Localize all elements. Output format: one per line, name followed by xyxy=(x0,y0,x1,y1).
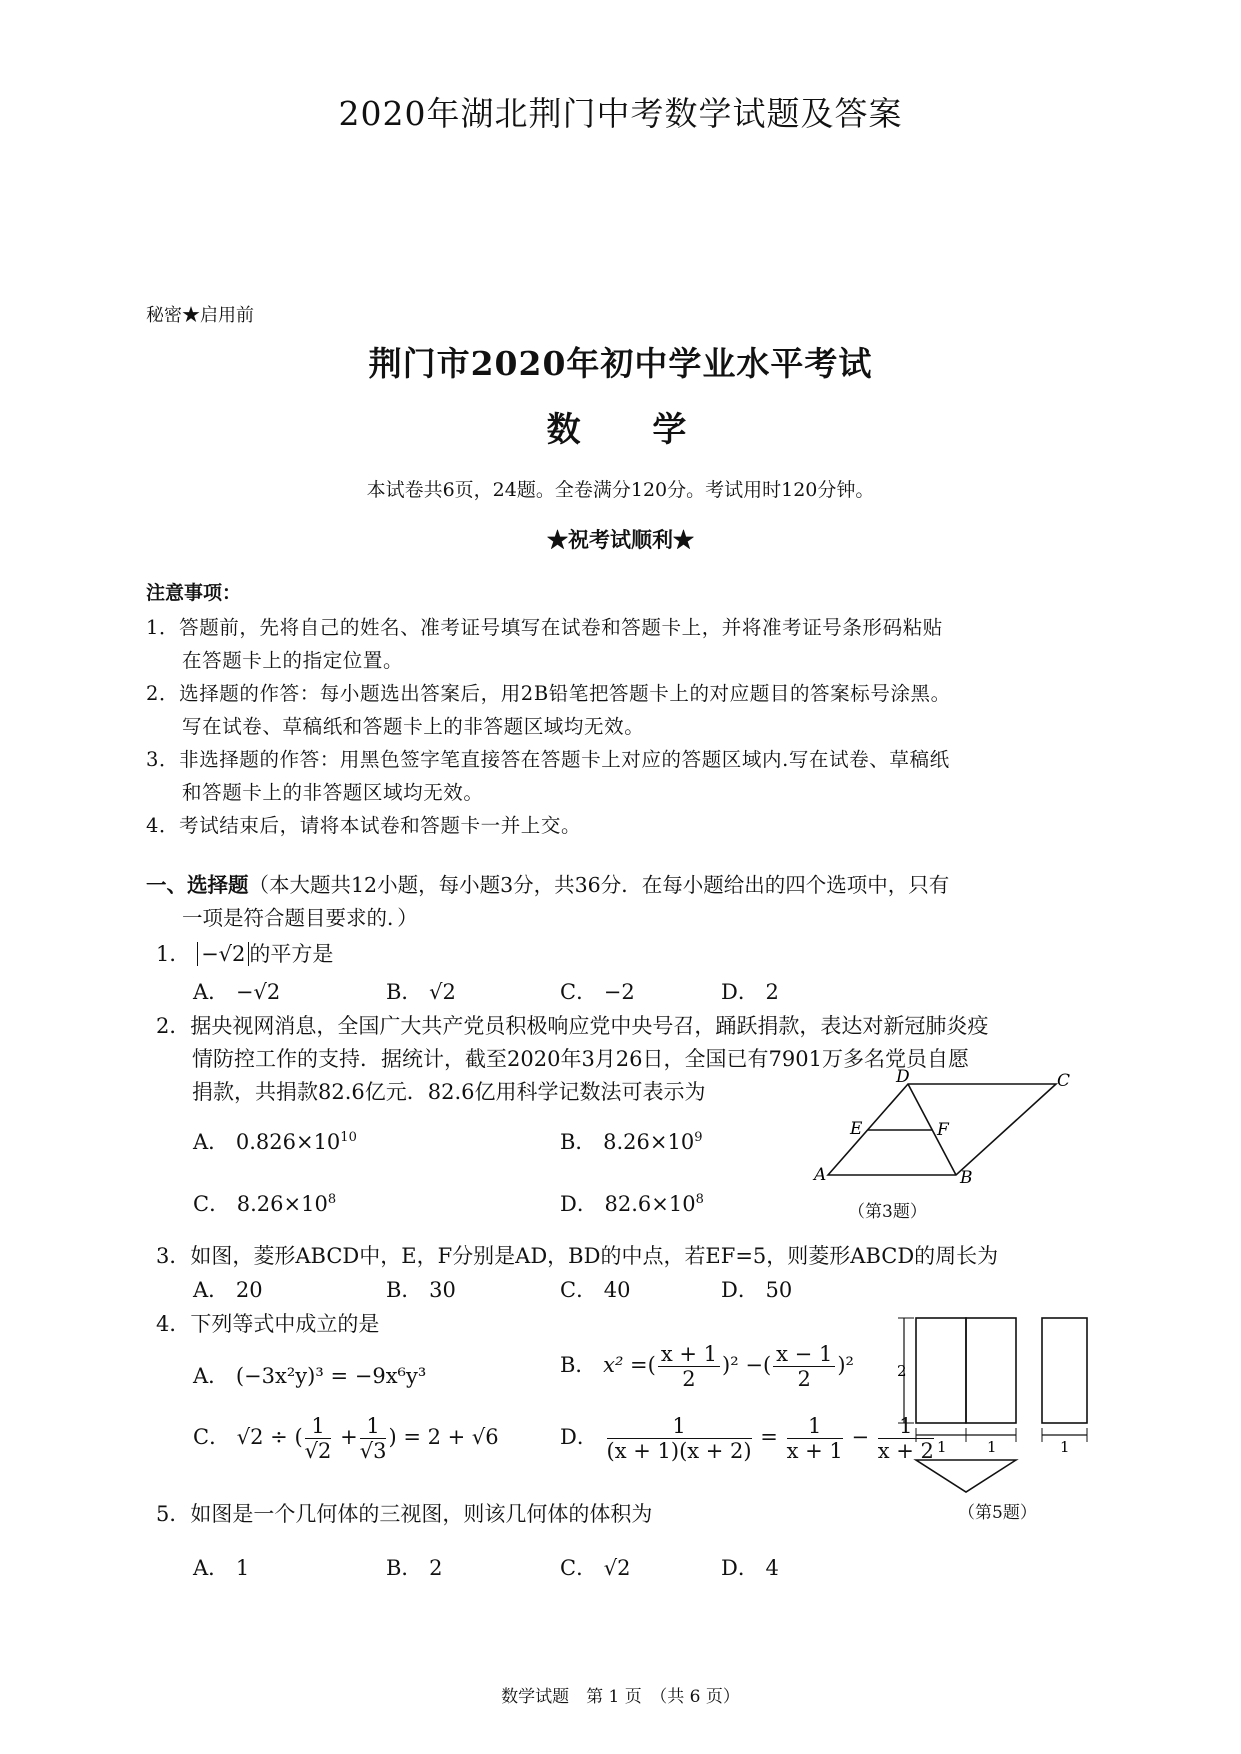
note-line: 2．选择题的作答：每小题选出答案后，用2B铅笔把答题卡上的对应题目的答案标号涂黑。 xyxy=(146,682,951,705)
note-line: 写在试卷、草稿纸和答题卡上的非答题区域均无效。 xyxy=(182,715,645,738)
option-d: D． 50 xyxy=(721,1278,793,1302)
label-c: C xyxy=(1057,1071,1071,1091)
option-c: C． $8.26\times 10^8$ xyxy=(193,1192,337,1216)
question-4-stem: 4．下列等式中成立的是 xyxy=(156,1312,380,1336)
question-1-text: 的平方是 xyxy=(249,942,334,966)
question-3-stem: 3．如图，菱形ABCD中，E，F分别是AD，BD的中点，若EF=5，则菱形ABCD的周长为 xyxy=(156,1244,999,1268)
note-line: 和答题卡上的非答题区域均无效。 xyxy=(182,781,484,804)
option-d: D． $82.6\times 10^8$ xyxy=(560,1192,704,1216)
section-desc-cont: 一项是符合题目要求的．） xyxy=(182,906,418,930)
label-d: D xyxy=(896,1067,910,1087)
figure-q5-caption: （第5题） xyxy=(958,1503,1037,1523)
side-view xyxy=(1042,1318,1087,1423)
section-title: 一、选择题 xyxy=(146,873,249,897)
option-b: B． 30 xyxy=(386,1278,456,1302)
option-a: A． −√2 xyxy=(193,980,281,1004)
dim-height: 2 xyxy=(897,1362,907,1380)
secret-mark: 秘密★启用前 xyxy=(146,305,254,326)
dim-w1: 1 xyxy=(937,1438,947,1456)
figure-q3-rhombus xyxy=(810,1067,1071,1213)
option-d: D． $\frac{1}{(x + 1)(x + 2)}$ = $\frac{1}{x + 1}$ − $\frac{1}{x + 2}$ xyxy=(560,1414,934,1464)
question-number: 3． xyxy=(156,1244,191,1268)
note-line: 3．非选择题的作答：用黑色签字笔直接答在答题卡上对应的答题区域内.写在试卷、草稿纸 xyxy=(146,748,950,771)
blessing: ★祝考试顺利★ xyxy=(547,527,694,552)
section-desc: （本大题共12小题，每小题3分，共36分．在每小题给出的四个选项中，只有 xyxy=(248,873,950,897)
option-d: D． 2 xyxy=(721,980,779,1004)
question-2-line3: 捐款，共捐款82.6亿元．82.6亿用科学记数法可表示为 xyxy=(192,1080,706,1104)
option-b: B． √2 xyxy=(386,980,456,1004)
dim-w3: 1 xyxy=(1060,1438,1070,1456)
figure-q5-three-views xyxy=(890,1310,1090,1495)
label-e: E xyxy=(850,1119,863,1139)
option-b: B． $8.26\times 10^9$ xyxy=(560,1130,703,1154)
label-a: A xyxy=(814,1165,827,1185)
label-b: B xyxy=(960,1168,973,1188)
option-b: B． 2 xyxy=(386,1556,443,1580)
note-line: 4．考试结束后，请将本试卷和答题卡一并上交。 xyxy=(146,814,582,837)
question-1-stem xyxy=(156,938,333,968)
figure-q3-caption: （第3题） xyxy=(848,1202,927,1222)
note-line: 在答题卡上的指定位置。 xyxy=(182,649,404,672)
question-2-line2: 情防控工作的支持．据统计，截至2020年3月26日，全国已有7901万多名党员自愿 xyxy=(192,1047,969,1071)
option-c: C． 40 xyxy=(560,1278,631,1302)
page-footer: 数学试题 第 1 页 （共 6 页） xyxy=(501,1687,740,1707)
label-f: F xyxy=(937,1120,949,1140)
subject-title: 数 学 xyxy=(546,410,717,450)
option-c: C． −2 xyxy=(560,980,635,1004)
option-c: C． √2 xyxy=(560,1556,631,1580)
option-a: A． 20 xyxy=(193,1278,263,1302)
top-view-triangle xyxy=(916,1460,1016,1492)
option-b: B． x² =( $\frac{x + 1}{2}$ )² −( $\frac{x - 1}{2}$ )² xyxy=(560,1342,854,1392)
document-title: 2020年湖北荆门中考数学试题及答案 xyxy=(338,94,903,133)
option-a: A． (−3x²y)³ = −9x⁶y³ xyxy=(193,1364,427,1388)
note-line: 1．答题前，先将自己的姓名、准考证号填写在试卷和答题卡上，并将准考证号条形码粘贴 xyxy=(146,616,943,639)
front-view-left xyxy=(916,1318,966,1423)
question-number: 2． xyxy=(156,1014,191,1038)
question-5-stem: 5．如图是一个几何体的三视图，则该几何体的体积为 xyxy=(156,1502,653,1526)
abs-value-expr: −√2 xyxy=(197,942,249,966)
section-heading xyxy=(146,868,949,898)
exam-info: 本试卷共6页，24题。全卷满分120分。考试用时120分钟。 xyxy=(366,479,875,501)
option-a: A． 1 xyxy=(193,1556,250,1580)
exam-title: 荆门市2020年初中学业水平考试 xyxy=(368,344,873,383)
option-a: A． $0.826\times 10^{10}$ xyxy=(193,1130,357,1154)
option-c: C． √2 ÷ ( $\frac{1}{√2}$ + $\frac{1}{√3}$ ) = 2 + √6 xyxy=(193,1414,499,1464)
notes-heading: 注意事项： xyxy=(146,582,242,604)
front-view-right xyxy=(966,1318,1016,1423)
option-d: D． 4 xyxy=(721,1556,779,1580)
dim-w2: 1 xyxy=(987,1438,997,1456)
question-number: 1． xyxy=(156,942,191,966)
question-number: 4． xyxy=(156,1312,191,1336)
question-number: 5． xyxy=(156,1502,191,1526)
question-2-line1: 2．据央视网消息，全国广大共产党员积极响应党中央号召，踊跃捐款，表达对新冠肺炎疫 xyxy=(156,1014,989,1038)
